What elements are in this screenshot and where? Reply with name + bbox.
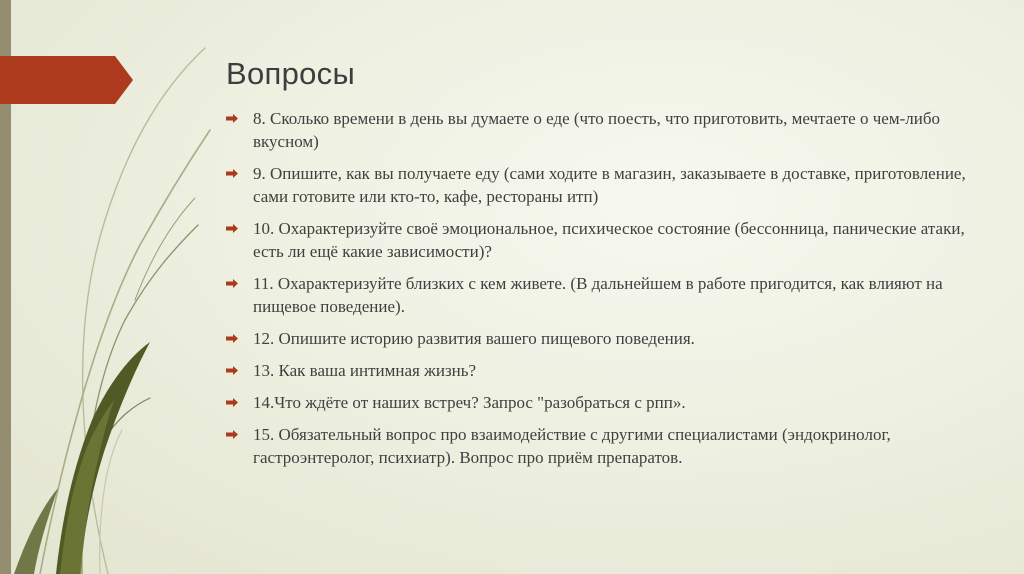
arrow-bullet-icon — [226, 224, 238, 233]
arrow-bullet-icon — [226, 169, 238, 178]
question-text: 12. Опишите историю развития вашего пищевого поведения. — [253, 329, 695, 348]
title-accent-arrow — [0, 56, 135, 104]
arrow-bullet-icon — [226, 430, 238, 439]
list-item — [226, 217, 966, 263]
list-item — [226, 327, 966, 350]
list-item — [226, 359, 966, 382]
question-text: 8. Сколько времени в день вы думаете о еде (что поесть, что приготовить, мечтаете о чем-либо вкусном) — [253, 109, 940, 151]
question-text: 13. Как ваша интимная жизнь? — [253, 361, 477, 380]
questions-list — [226, 107, 966, 478]
question-text: 10. Охарактеризуйте своё эмоциональное, психическое состояние (бессонница, панические атаки, есть ли ещё какие зависимости)? — [253, 219, 965, 261]
question-text: 9. Опишите, как вы получаете еду (сами ходите в магазин, заказываете в доставке, приготовление, сами готовите или кто-то, кафе, рестораны итп) — [253, 164, 966, 206]
list-item — [226, 107, 966, 153]
arrow-bullet-icon — [226, 334, 238, 343]
list-item — [226, 162, 966, 208]
list-item — [226, 391, 966, 414]
arrow-bullet-icon — [226, 398, 238, 407]
slide-title: Вопросы — [226, 56, 356, 91]
list-item — [226, 423, 966, 469]
question-text: 14.Что ждёте от наших встреч? Запрос "разобраться с рпп». — [253, 393, 686, 412]
question-text: 11. Охарактеризуйте близких с кем живете. (В дальнейшем в работе пригодится, как влияют на пищевое поведение). — [253, 274, 943, 316]
arrow-bullet-icon — [226, 279, 238, 288]
arrow-bullet-icon — [226, 114, 238, 123]
list-item — [226, 272, 966, 318]
question-text: 15. Обязательный вопрос про взаимодействие с другими специалистами (эндокринолог, гастроэнтеролог, психиатр). Вопрос про приём препаратов. — [253, 425, 891, 467]
arrow-bullet-icon — [226, 366, 238, 375]
